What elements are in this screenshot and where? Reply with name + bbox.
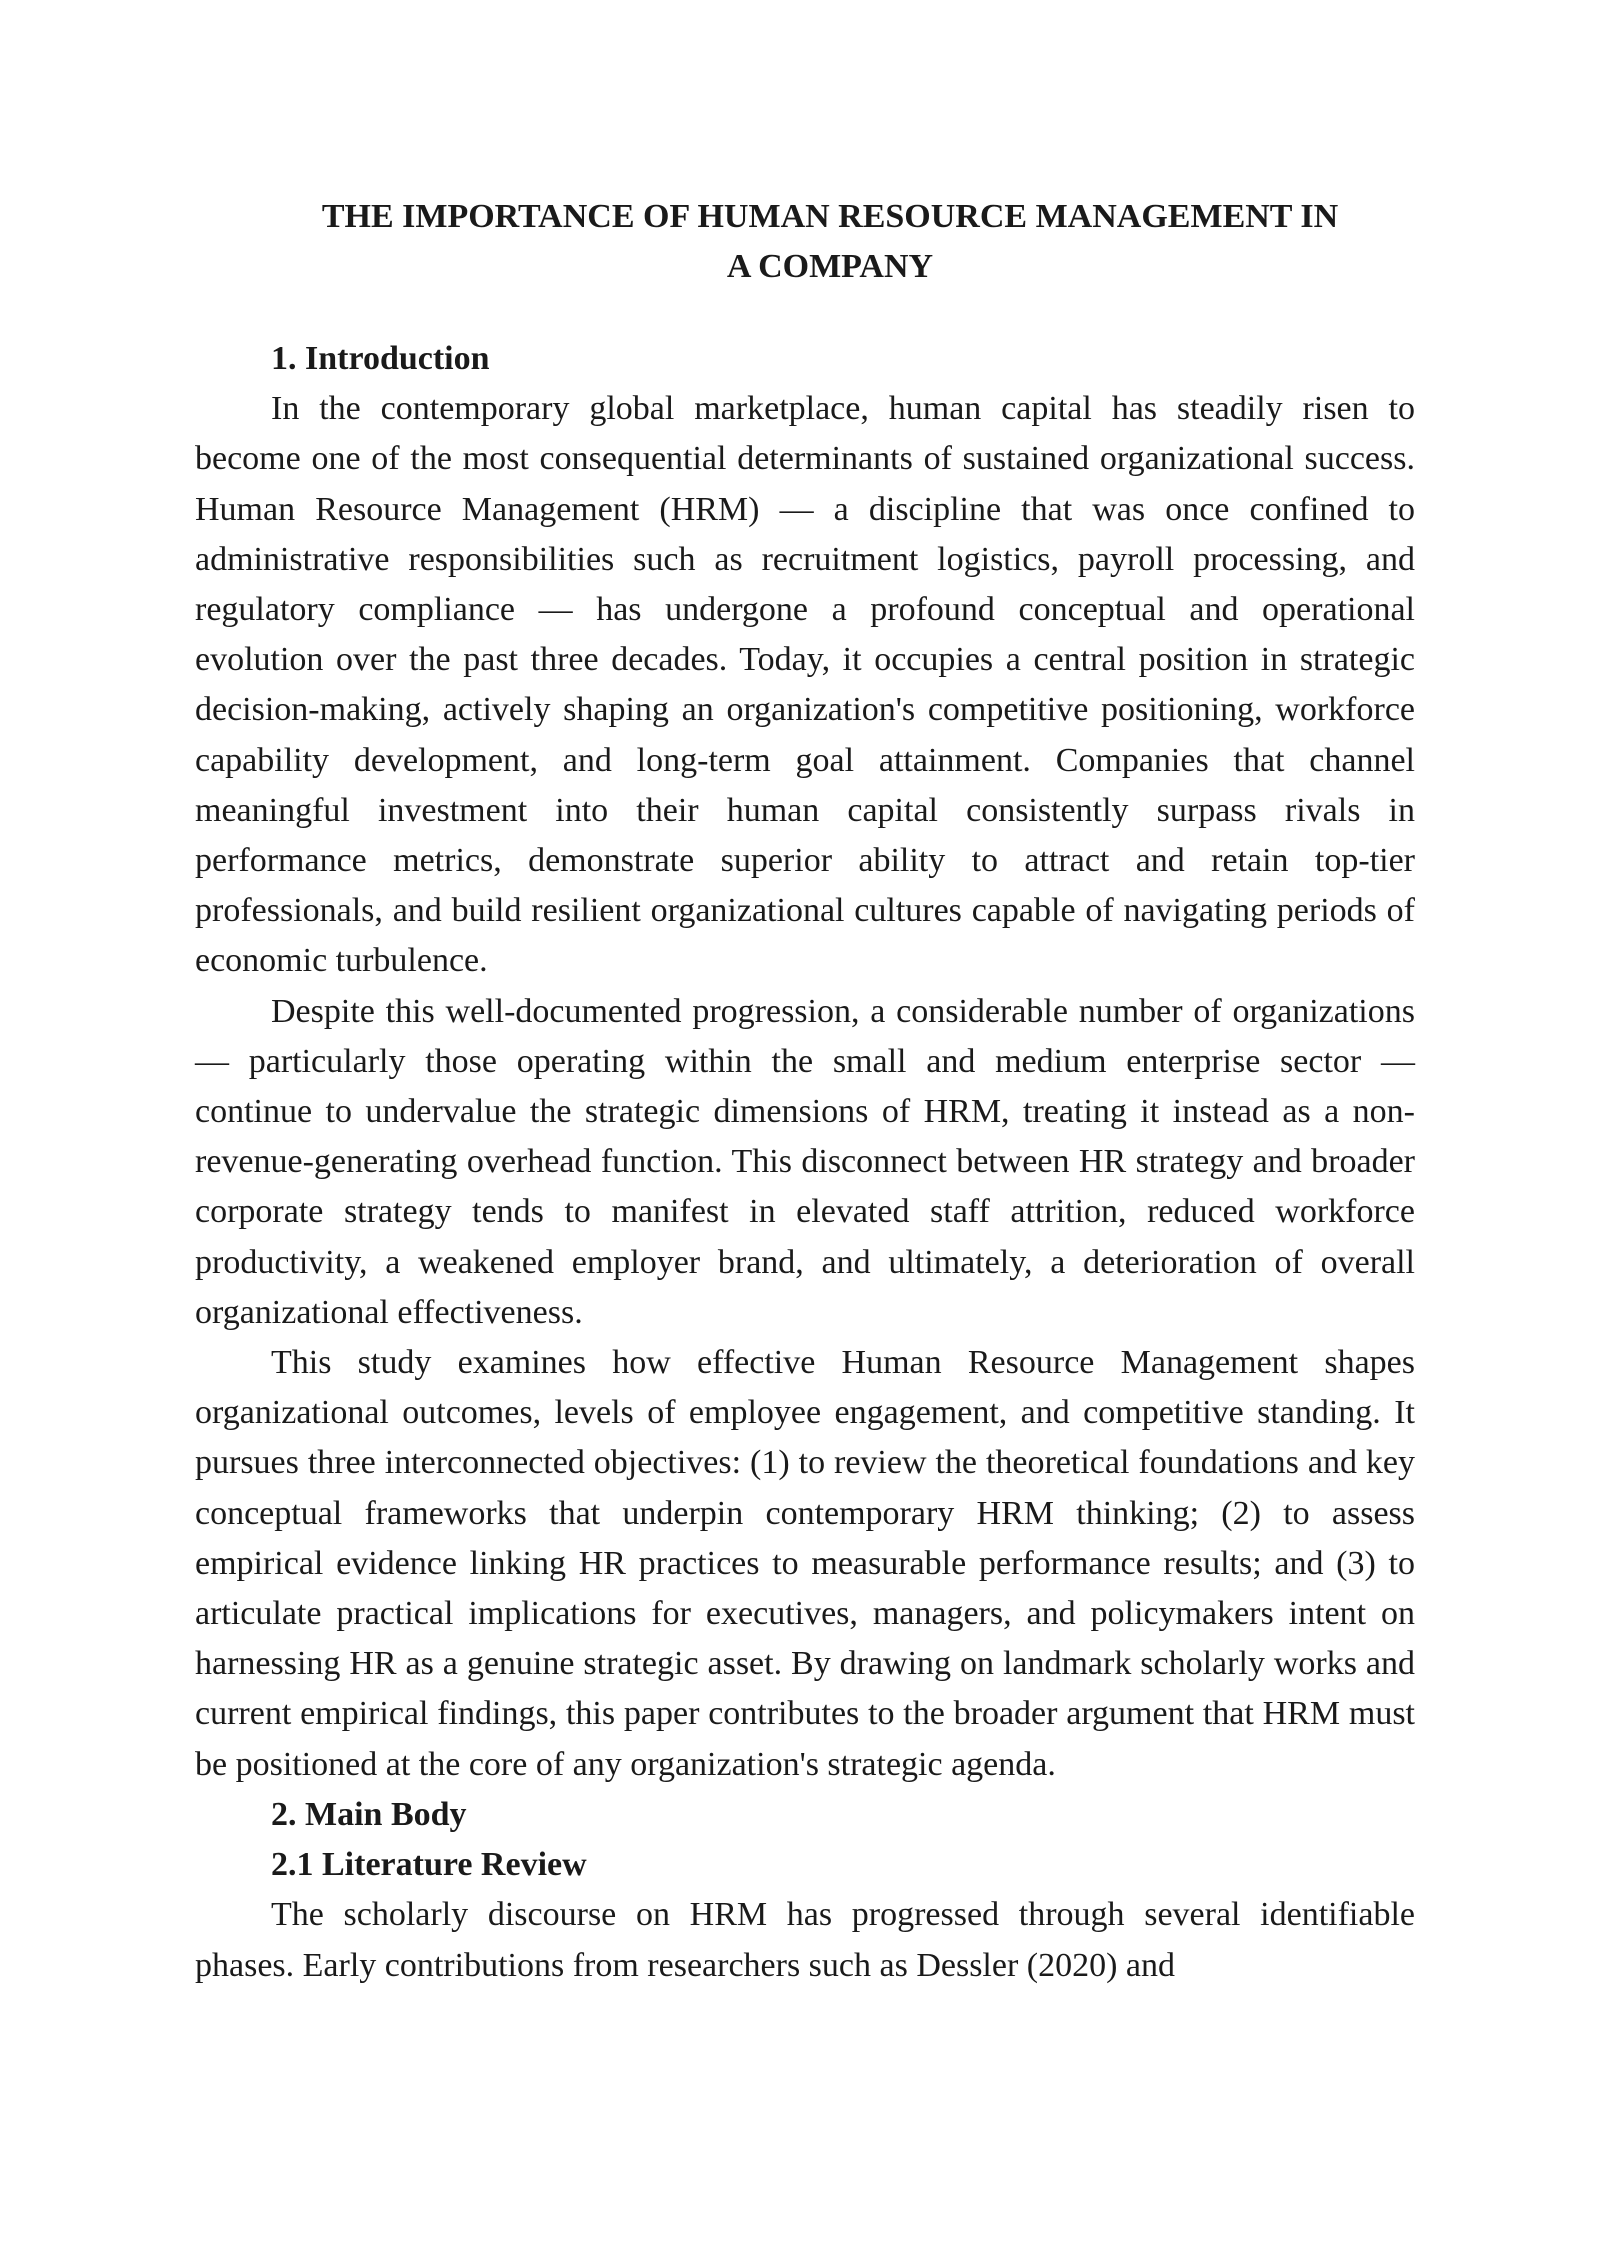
paragraph-literature-review: The scholarly discourse on HRM has progressed through several identifiable phases. Early contributions from researchers such as Dessler (2020) and <box>195 1896 1415 1984</box>
title-line-1: THE IMPORTANCE OF HUMAN RESOURCE MANAGEMENT IN <box>321 198 1339 235</box>
document-page <box>195 192 1415 1991</box>
section-heading-introduction: 1. Introduction <box>271 340 490 377</box>
paragraph-intro-1: In the contemporary global marketplace, human capital has steadily risen to become one of the most consequential determinants of sustained organizational success. Human Resource Management (HRM) — a discipline that was once confined to administrative responsibilities such as recruitment logistics, payroll processing, and regulatory compliance — has undergone a profound conceptual and operational evolution over the past three decades. Today, it occupies a central position in strategic decision-making, actively shaping an organization's competitive positioning, workforce capability development, and long-term goal attainment. Companies that channel meaningful investment into their human capital consistently surpass rivals in performance metrics, demonstrate superior ability to attract and retain top-tier professionals, and build resilient organizational cultures capable of navigating periods of economic turbulence. <box>195 390 1415 980</box>
subsection-heading-literature-review: 2.1 Literature Review <box>271 1846 587 1884</box>
section-heading-main-body: 2. Main Body <box>271 1795 467 1833</box>
document-title <box>245 192 1415 292</box>
paragraph-intro-3: This study examines how effective Human Resource Management shapes organizational outcomes, levels of employee engagement, and competitive standing. It pursues three interconnected objectives: (1) to review the theoretical foundations and key conceptual frameworks that underpin contemporary HRM thinking; (2) to assess empirical evidence linking HR practices to measurable performance results; and (3) to articulate practical implications for executives, managers, and policymakers intent on harnessing HR as a genuine strategic asset. By drawing on landmark scholarly works and current empirical findings, this paper contributes to the broader argument that HRM must be positioned at the core of any organization's strategic agenda. <box>195 1344 1415 1783</box>
title-line-2: A COMPANY <box>726 248 934 285</box>
paragraph-intro-2: Despite this well-documented progression, a considerable number of organizations — particularly those operating within the small and medium enterprise sector — continue to undervalue the strategic dimensions of HRM, treating it instead as a non-revenue-generating overhead function. This disconnect between HR strategy and broader corporate strategy tends to manifest in elevated staff attrition, reduced workforce productivity, a weakened employer brand, and ultimately, a deterioration of overall organizational effectiveness. <box>195 992 1415 1331</box>
